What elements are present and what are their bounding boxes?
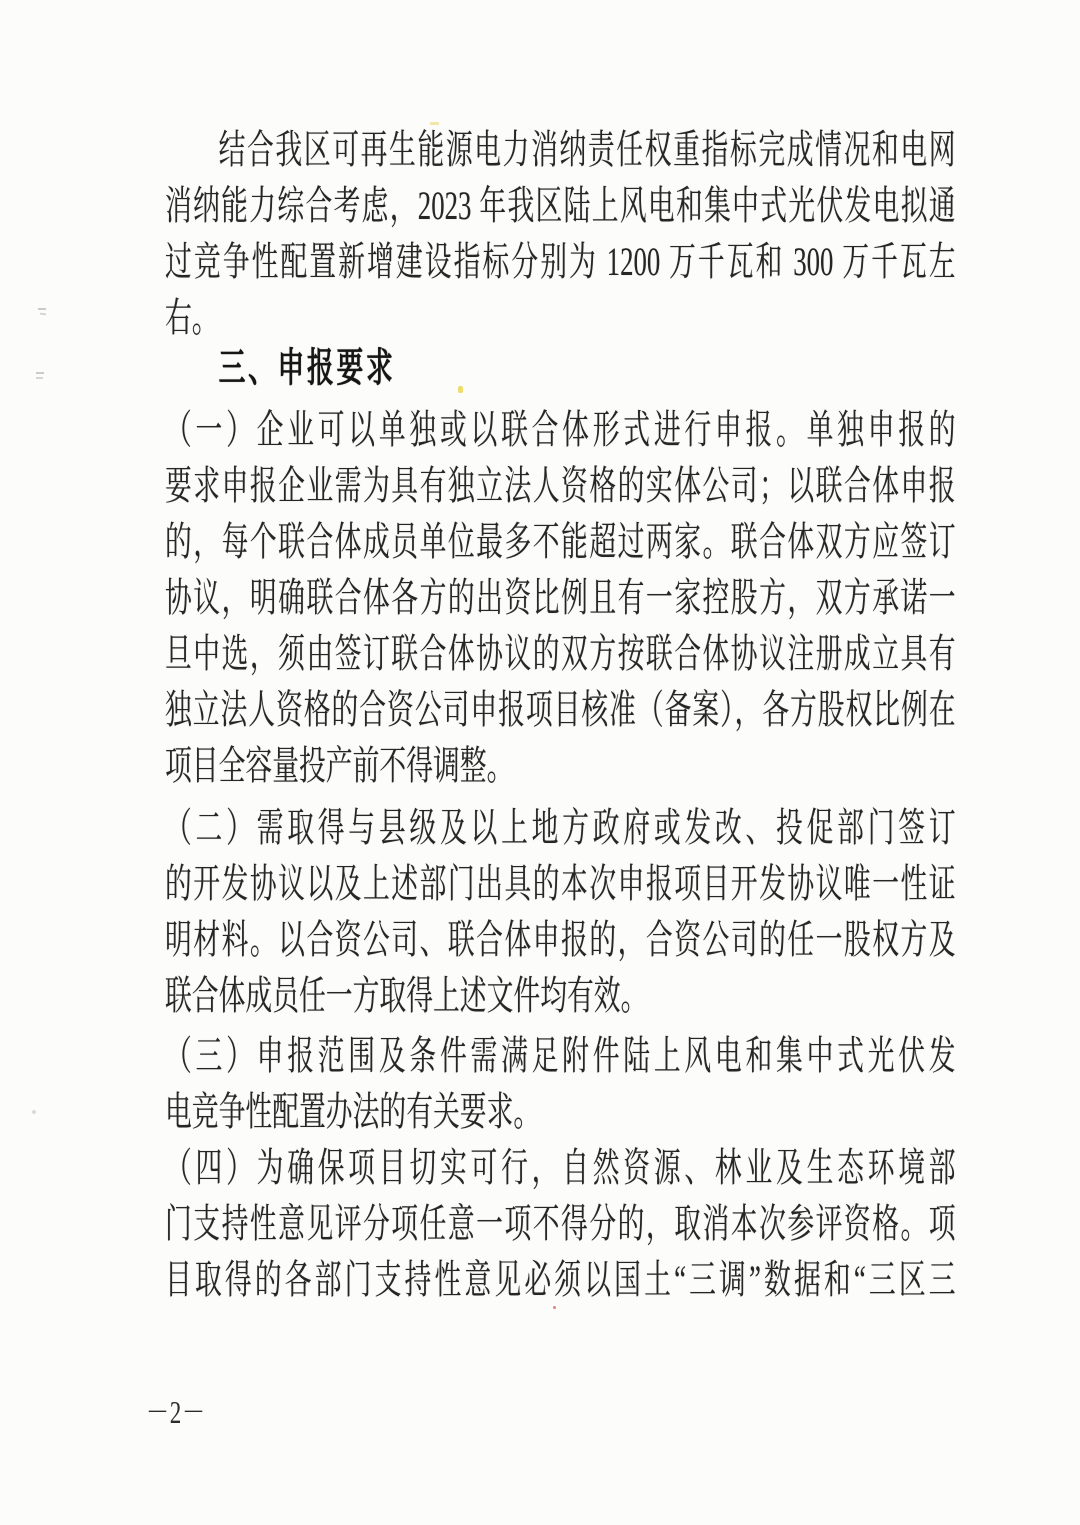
- scan-artifact: [458, 386, 463, 393]
- text-line: 协议，明确联合体各方的出资比例且有一家控股方，双方承诺一: [165, 575, 956, 620]
- text-line: 的，每个联合体成员单位最多不能超过两家。联合体双方应签订: [165, 519, 956, 564]
- paragraph-item-2: [165, 800, 956, 1024]
- text-line: （二）需取得与县级及以上地方政府或发改、投促部门签订: [165, 805, 956, 850]
- text-line: 目取得的各部门支持性意见必须以国土“三调”数据和“三区三: [165, 1257, 956, 1302]
- text-line: 过竞争性配置新增建设指标分别为 1200 万千瓦和 300 万千瓦左: [165, 239, 956, 284]
- text-line: 消纳能力综合考虑，2023 年我区陆上风电和集中式光伏发电拟通: [165, 183, 956, 228]
- text-line: 电竞争性配置办法的有关要求。: [165, 1089, 541, 1134]
- text-line: （四）为确保项目切实可行，自然资源、林业及生态环境部: [165, 1145, 956, 1190]
- document-text: [165, 122, 956, 1308]
- text-line: 项目全容量投产前不得调整。: [165, 743, 514, 788]
- section-heading: 三、申报要求: [218, 346, 396, 390]
- text-line: 要求申报企业需为具有独立法人资格的实体公司；以联合体申报: [165, 463, 956, 508]
- paragraph-item-4: [165, 1140, 956, 1308]
- page-number: －2－: [146, 1394, 206, 1430]
- text-line: 门支持性意见评分项任意一项不得分的，取消本次参评资格。项: [165, 1201, 956, 1246]
- scan-artifact: [32, 1110, 36, 1114]
- text-line: 独立法人资格的合资公司申报项目核准（备案），各方股权比例在: [165, 687, 956, 732]
- text-line: 右。: [165, 295, 219, 340]
- text-line: （一）企业可以单独或以联合体形式进行申报。单独申报的: [165, 407, 956, 452]
- text-line: 结合我区可再生能源电力消纳责任权重指标完成情况和电网: [218, 127, 956, 172]
- scan-artifact: [430, 122, 439, 125]
- text-line: 的开发协议以及上述部门出具的本次申报项目开发协议唯一性证: [165, 861, 956, 906]
- paragraph-intro: [165, 122, 956, 346]
- text-line: 旦中选，须由签订联合体协议的双方按联合体协议注册成立具有: [165, 631, 956, 676]
- text-line: （三）申报范围及条件需满足附件陆上风电和集中式光伏发: [165, 1033, 956, 1078]
- scan-artifact: [40, 313, 46, 316]
- paragraph-item-1: [165, 402, 956, 794]
- scan-artifact: [36, 377, 43, 379]
- text-line: 联合体成员任一方取得上述文件均有效。: [165, 973, 648, 1018]
- paragraph-item-3: [165, 1028, 956, 1140]
- scan-artifact: [553, 1306, 556, 1309]
- scan-artifact: [36, 372, 44, 374]
- text-line: 明材料。以合资公司、联合体申报的，合资公司的任一股权方及: [165, 917, 956, 962]
- scan-artifact: [38, 308, 46, 310]
